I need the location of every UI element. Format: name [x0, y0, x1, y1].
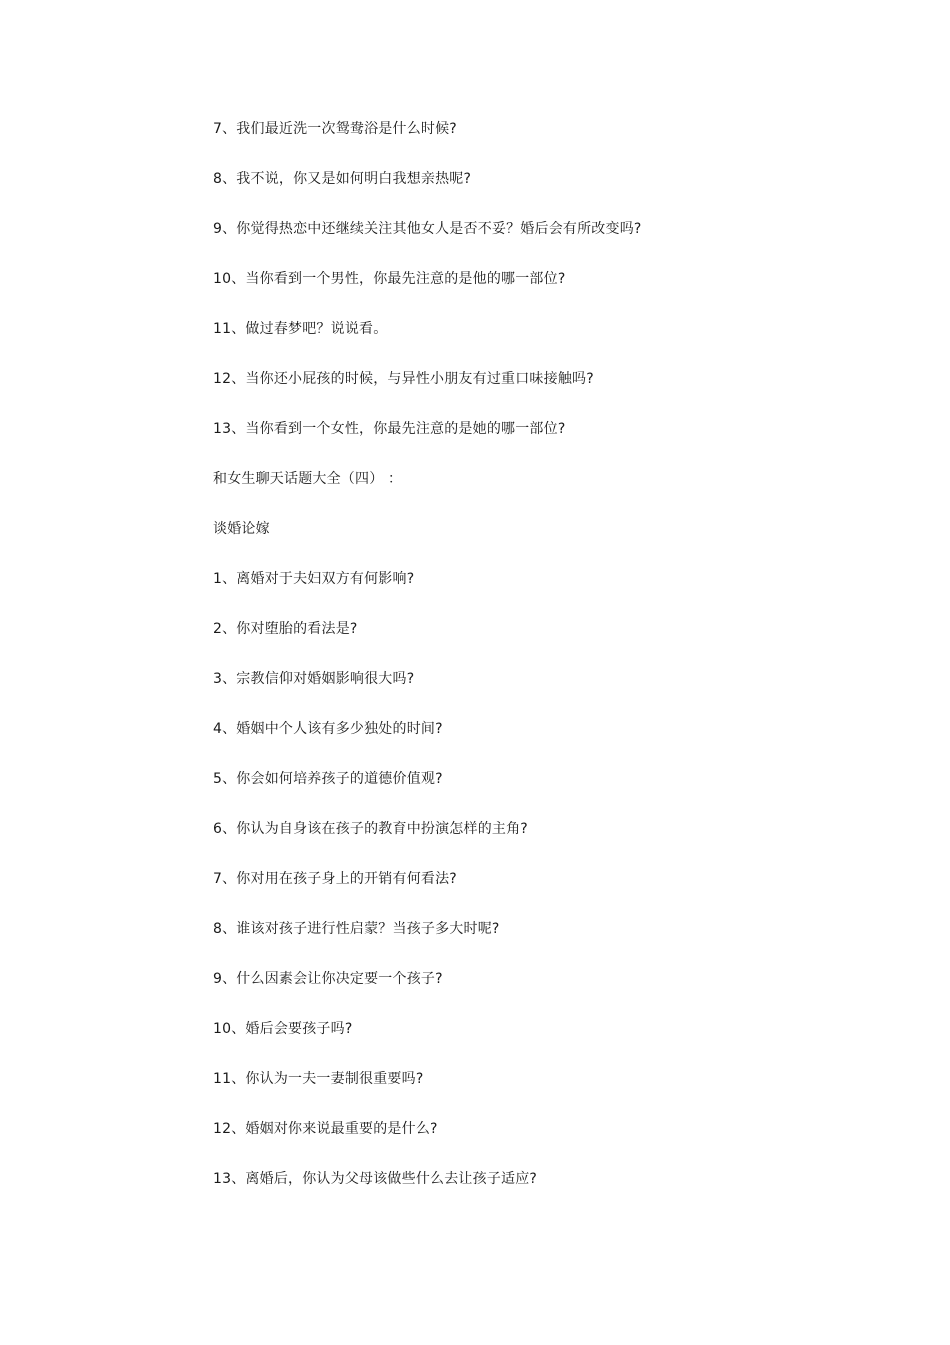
- question-line: 12、当你还小屁孩的时候，与异性小朋友有过重口味接触吗?: [213, 371, 594, 387]
- question-line: 13、当你看到一个女性，你最先注意的是她的哪一部位?: [213, 421, 566, 437]
- question-line: 1、离婚对于夫妇双方有何影响?: [213, 571, 415, 587]
- question-line: 8、我不说，你又是如何明白我想亲热呢?: [213, 171, 472, 187]
- section-subheading: 谈婚论嫁: [213, 521, 270, 537]
- document-body: [213, 117, 913, 1217]
- question-line: 9、你觉得热恋中还继续关注其他女人是否不妥？婚后会有所改变吗?: [213, 221, 642, 237]
- question-line: 10、当你看到一个男性，你最先注意的是他的哪一部位?: [213, 271, 566, 287]
- question-line: 12、婚姻对你来说最重要的是什么?: [213, 1121, 438, 1137]
- question-line: 4、婚姻中个人该有多少独处的时间?: [213, 721, 443, 737]
- question-line: 10、婚后会要孩子吗?: [213, 1021, 353, 1037]
- question-line: 3、宗教信仰对婚姻影响很大吗?: [213, 671, 415, 687]
- question-line: 8、谁该对孩子进行性启蒙？当孩子多大时呢?: [213, 921, 500, 937]
- question-line: 11、做过春梦吧？说说看。: [213, 321, 388, 337]
- question-line: 5、你会如何培养孩子的道德价值观?: [213, 771, 443, 787]
- question-line: 13、离婚后，你认为父母该做些什么去让孩子适应?: [213, 1171, 538, 1187]
- section-heading: 和女生聊天话题大全（四） ：: [213, 471, 403, 487]
- question-line: 7、我们最近洗一次鸳鸯浴是什么时候?: [213, 121, 457, 137]
- question-line: 7、你对用在孩子身上的开销有何看法?: [213, 871, 457, 887]
- question-line: 11、你认为一夫一妻制很重要吗?: [213, 1071, 424, 1087]
- question-line: 2、你对堕胎的看法是?: [213, 621, 358, 637]
- question-line: 9、什么因素会让你决定要一个孩子?: [213, 971, 443, 987]
- question-line: 6、你认为自身该在孩子的教育中扮演怎样的主角?: [213, 821, 528, 837]
